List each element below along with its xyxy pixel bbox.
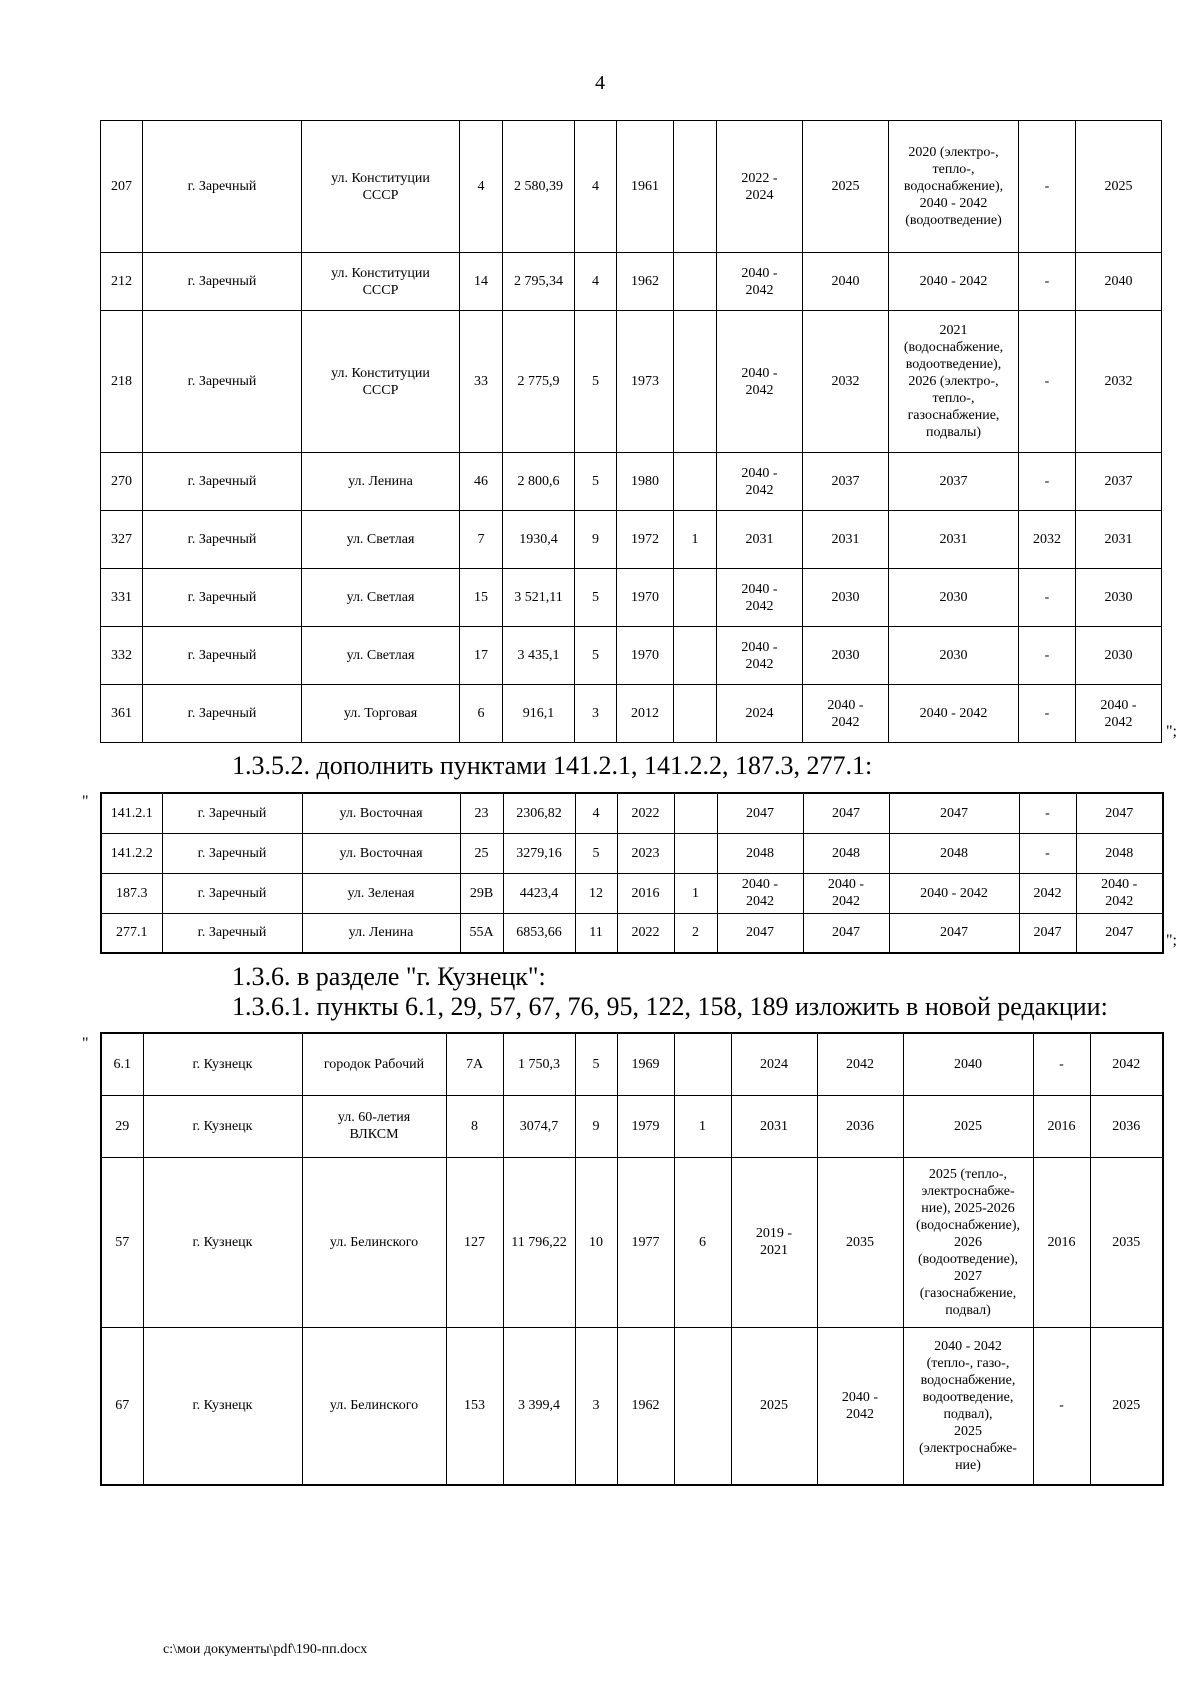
table-cell: 3 399,4 bbox=[503, 1327, 575, 1485]
table-cell: 5 bbox=[575, 833, 617, 873]
table-cell: 17 bbox=[460, 627, 503, 685]
table-cell: - bbox=[1019, 793, 1076, 833]
table-cell: 2032 bbox=[803, 311, 889, 453]
table-cell: ул. Восточная bbox=[302, 833, 460, 873]
table-cell: 7 bbox=[460, 511, 503, 569]
table-cell: 11 796,22 bbox=[503, 1157, 575, 1327]
table-cell: 2040 - 2042 bbox=[817, 1327, 903, 1485]
table-cell: 2048 bbox=[889, 833, 1019, 873]
table-cell: г. Заречный bbox=[143, 511, 302, 569]
table-cell: 2023 bbox=[617, 833, 674, 873]
table-cell: 2040 - 2042 bbox=[717, 627, 803, 685]
table-cell: 2040 - 2042 bbox=[889, 873, 1019, 913]
table-cell: г. Кузнецк bbox=[143, 1095, 302, 1157]
table-cell: 2040 - 2042 bbox=[803, 685, 889, 743]
table-cell: 277.1 bbox=[101, 913, 162, 953]
table-cell: - bbox=[1019, 569, 1076, 627]
table-cell: 3 bbox=[575, 1327, 617, 1485]
table1-closing-mark: "; bbox=[1166, 723, 1177, 740]
table-cell: 2047 bbox=[889, 793, 1019, 833]
table-cell: г. Заречный bbox=[162, 873, 302, 913]
table3-opening-mark: " bbox=[82, 1035, 89, 1052]
table-cell: 5 bbox=[575, 569, 617, 627]
table-cell: 2025 bbox=[1076, 121, 1162, 253]
table-row bbox=[101, 1327, 1163, 1485]
table-cell: 2024 bbox=[731, 1033, 817, 1095]
table-cell: 2019 - 2021 bbox=[731, 1157, 817, 1327]
table-cell: 2047 bbox=[1076, 793, 1163, 833]
table-cell: 4 bbox=[460, 121, 503, 253]
table-cell: г. Кузнецк bbox=[143, 1157, 302, 1327]
table-cell: 2025 bbox=[731, 1327, 817, 1485]
table-cell: 6 bbox=[674, 1157, 731, 1327]
table-cell: 2031 bbox=[1076, 511, 1162, 569]
table-cell: 23 bbox=[460, 793, 503, 833]
table-cell: 2030 bbox=[1076, 569, 1162, 627]
table-cell: ул. Светлая bbox=[302, 569, 460, 627]
table-cell: 6 bbox=[460, 685, 503, 743]
page-number: 4 bbox=[595, 72, 605, 94]
table-cell: 2 775,9 bbox=[503, 311, 575, 453]
table-cell: 2022 bbox=[617, 793, 674, 833]
table-zarechny-new-items bbox=[100, 792, 1164, 954]
table-cell: 2037 bbox=[889, 453, 1019, 511]
table-row bbox=[101, 311, 1162, 453]
table-cell: 8 bbox=[446, 1095, 503, 1157]
table-cell bbox=[674, 453, 717, 511]
table-cell: 2031 bbox=[717, 511, 803, 569]
table-cell: городок Рабочий bbox=[302, 1033, 446, 1095]
table-cell: 55А bbox=[460, 913, 503, 953]
table-cell: ул. Восточная bbox=[302, 793, 460, 833]
table-cell: 2031 bbox=[731, 1095, 817, 1157]
table-cell: ул. Ленина bbox=[302, 913, 460, 953]
table-cell: - bbox=[1019, 311, 1076, 453]
table-cell: 2031 bbox=[803, 511, 889, 569]
table-cell: 207 bbox=[101, 121, 143, 253]
table-cell: ул. Конституции СССР bbox=[302, 121, 460, 253]
table-row bbox=[101, 873, 1163, 913]
table-cell: 153 bbox=[446, 1327, 503, 1485]
table-cell: 2306,82 bbox=[503, 793, 575, 833]
table-cell: - bbox=[1019, 685, 1076, 743]
table-cell: г. Заречный bbox=[143, 685, 302, 743]
table-cell: 11 bbox=[575, 913, 617, 953]
table-cell: 2047 bbox=[1076, 913, 1163, 953]
table-cell: 4 bbox=[575, 121, 617, 253]
table-cell: 1973 bbox=[617, 311, 674, 453]
table-cell: 2040 bbox=[803, 253, 889, 311]
table-cell: - bbox=[1019, 627, 1076, 685]
table-cell: г. Заречный bbox=[162, 793, 302, 833]
table-cell: 2025 bbox=[803, 121, 889, 253]
table-cell: - bbox=[1019, 253, 1076, 311]
table-cell: г. Кузнецк bbox=[143, 1327, 302, 1485]
table-cell: 1 bbox=[674, 873, 717, 913]
table-cell bbox=[674, 311, 717, 453]
table-cell: 2016 bbox=[1033, 1157, 1090, 1327]
table-cell: 2020 (электро-, тепло-, водоснабжение), 2040 - 2042 (водоотведение) bbox=[889, 121, 1019, 253]
table-cell: 2032 bbox=[1076, 311, 1162, 453]
table-cell bbox=[674, 1327, 731, 1485]
table-cell: 25 bbox=[460, 833, 503, 873]
table-cell: 1 bbox=[674, 1095, 731, 1157]
table-cell: 46 bbox=[460, 453, 503, 511]
table-cell: ул. Конституции СССР bbox=[302, 311, 460, 453]
table-cell: 2032 bbox=[1019, 511, 1076, 569]
table-cell: ул. 60-летия ВЛКСМ bbox=[302, 1095, 446, 1157]
table-cell: 14 bbox=[460, 253, 503, 311]
table-cell: 2047 bbox=[803, 793, 889, 833]
table-cell: 2016 bbox=[1033, 1095, 1090, 1157]
table-cell: г. Заречный bbox=[143, 569, 302, 627]
table-cell: 3 521,11 bbox=[503, 569, 575, 627]
table-cell: 2024 bbox=[717, 685, 803, 743]
table-row bbox=[101, 1033, 1163, 1095]
table-cell: 2 bbox=[674, 913, 717, 953]
table-cell: 5 bbox=[575, 627, 617, 685]
table-row bbox=[101, 453, 1162, 511]
table-cell: 5 bbox=[575, 311, 617, 453]
table-cell: г. Заречный bbox=[162, 913, 302, 953]
table-cell: г. Заречный bbox=[143, 627, 302, 685]
table-cell: 141.2.2 bbox=[101, 833, 162, 873]
table-cell: 1962 bbox=[617, 1327, 674, 1485]
table-cell: 2035 bbox=[817, 1157, 903, 1327]
table-cell bbox=[674, 253, 717, 311]
table-cell: 2042 bbox=[817, 1033, 903, 1095]
table-cell: 2040 - 2042 bbox=[1076, 685, 1162, 743]
table-cell: 2025 bbox=[1090, 1327, 1163, 1485]
table-cell: 1930,4 bbox=[503, 511, 575, 569]
table-cell: 4 bbox=[575, 793, 617, 833]
table-cell: 2040 - 2042 bbox=[717, 873, 803, 913]
table-cell: 1962 bbox=[617, 253, 674, 311]
table-cell: 2030 bbox=[1076, 627, 1162, 685]
table-zarechny-updated-items bbox=[100, 120, 1162, 743]
table-row bbox=[101, 685, 1162, 743]
table-cell: 2 580,39 bbox=[503, 121, 575, 253]
table-cell: г. Заречный bbox=[162, 833, 302, 873]
table-cell: ул. Зеленая bbox=[302, 873, 460, 913]
table-cell: 2048 bbox=[1076, 833, 1163, 873]
table-cell: 2040 - 2042 bbox=[1076, 873, 1163, 913]
table-cell: 4423,4 bbox=[503, 873, 575, 913]
table-cell bbox=[674, 793, 717, 833]
table-cell: 2048 bbox=[803, 833, 889, 873]
section-heading-136: 1.3.6. в разделе "г. Кузнецк": bbox=[232, 962, 546, 991]
table-cell: - bbox=[1019, 833, 1076, 873]
table-cell: 2022 bbox=[617, 913, 674, 953]
table-cell: ул. Белинского bbox=[302, 1327, 446, 1485]
table-cell bbox=[674, 627, 717, 685]
table-cell: 5 bbox=[575, 453, 617, 511]
table-cell: 7А bbox=[446, 1033, 503, 1095]
table-row bbox=[101, 627, 1162, 685]
table-cell: 2037 bbox=[1076, 453, 1162, 511]
table-row bbox=[101, 121, 1162, 253]
table-cell: г. Заречный bbox=[143, 121, 302, 253]
table-cell: 2030 bbox=[803, 569, 889, 627]
table-kuznetsk-items bbox=[100, 1032, 1164, 1486]
table-cell: 2025 bbox=[903, 1095, 1033, 1157]
table-cell bbox=[674, 1033, 731, 1095]
table-cell: 2040 - 2042 bbox=[717, 453, 803, 511]
table-row bbox=[101, 1095, 1163, 1157]
table-cell: 2016 bbox=[617, 873, 674, 913]
table-cell: - bbox=[1019, 453, 1076, 511]
table-cell: 29В bbox=[460, 873, 503, 913]
table-cell: ул. Белинского bbox=[302, 1157, 446, 1327]
table-cell: 3074,7 bbox=[503, 1095, 575, 1157]
table-cell: 29 bbox=[101, 1095, 143, 1157]
table-cell: 2 795,34 bbox=[503, 253, 575, 311]
table-cell: 5 bbox=[575, 1033, 617, 1095]
table-cell: ул. Конституции СССР bbox=[302, 253, 460, 311]
table-cell: 3 bbox=[575, 685, 617, 743]
table-cell: 2022 - 2024 bbox=[717, 121, 803, 253]
table-cell: 67 bbox=[101, 1327, 143, 1485]
table-cell: ул. Ленина bbox=[302, 453, 460, 511]
table-cell: ул. Торговая bbox=[302, 685, 460, 743]
table-cell: 1970 bbox=[617, 627, 674, 685]
section-heading-1361: 1.3.6.1. пункты 6.1, 29, 57, 67, 76, 95, 122, 158, 189 изложить в новой редакции: bbox=[232, 992, 1108, 1021]
table-cell: 2012 bbox=[617, 685, 674, 743]
table-cell: 1961 bbox=[617, 121, 674, 253]
table-cell: 141.2.1 bbox=[101, 793, 162, 833]
table-cell: 916,1 bbox=[503, 685, 575, 743]
table-cell: - bbox=[1019, 121, 1076, 253]
table-cell: 1970 bbox=[617, 569, 674, 627]
table-cell: 187.3 bbox=[101, 873, 162, 913]
table-cell: 332 bbox=[101, 627, 143, 685]
table-cell: 2047 bbox=[803, 913, 889, 953]
table-cell: 2042 bbox=[1019, 873, 1076, 913]
table-cell: 361 bbox=[101, 685, 143, 743]
table-cell: 1977 bbox=[617, 1157, 674, 1327]
table-cell: 2040 - 2042 bbox=[889, 253, 1019, 311]
table-row bbox=[101, 1157, 1163, 1327]
table-cell: 2030 bbox=[889, 627, 1019, 685]
table-cell: 2030 bbox=[889, 569, 1019, 627]
table-cell: 2037 bbox=[803, 453, 889, 511]
table-cell: - bbox=[1033, 1033, 1090, 1095]
table-cell: 1 750,3 bbox=[503, 1033, 575, 1095]
table-cell: г. Заречный bbox=[143, 311, 302, 453]
table-row bbox=[101, 913, 1163, 953]
table-row bbox=[101, 833, 1163, 873]
table-cell: 2048 bbox=[717, 833, 803, 873]
table-cell: 2040 bbox=[903, 1033, 1033, 1095]
table-cell: г. Кузнецк bbox=[143, 1033, 302, 1095]
table-row bbox=[101, 793, 1163, 833]
table-cell: - bbox=[1033, 1327, 1090, 1485]
table-cell: 2040 - 2042 bbox=[717, 311, 803, 453]
table-cell: 212 bbox=[101, 253, 143, 311]
table-cell: 2031 bbox=[889, 511, 1019, 569]
table-cell: 2035 bbox=[1090, 1157, 1163, 1327]
table-cell: 6.1 bbox=[101, 1033, 143, 1095]
table-cell: 1980 bbox=[617, 453, 674, 511]
table2-closing-mark: "; bbox=[1166, 932, 1177, 949]
table-cell: 2 800,6 bbox=[503, 453, 575, 511]
table-cell: 2040 - 2042 bbox=[889, 685, 1019, 743]
table-cell: 331 bbox=[101, 569, 143, 627]
table-cell bbox=[674, 121, 717, 253]
table-cell: 2021 (водоснабжение, водоотведение), 2026 (электро-, тепло-, газоснабжение, подвалы) bbox=[889, 311, 1019, 453]
table-cell: 1979 bbox=[617, 1095, 674, 1157]
table2-opening-mark: " bbox=[82, 793, 89, 810]
table-cell: 2040 - 2042 (тепло-, газо-, водоснабжение, водоотведение, подвал), 2025 (электроснабже- ние) bbox=[903, 1327, 1033, 1485]
table-cell: 270 bbox=[101, 453, 143, 511]
table-cell: 9 bbox=[575, 511, 617, 569]
table-cell: 10 bbox=[575, 1157, 617, 1327]
table-cell: 4 bbox=[575, 253, 617, 311]
section-heading-1352: 1.3.5.2. дополнить пунктами 141.2.1, 141.2.2, 187.3, 277.1: bbox=[232, 751, 873, 780]
file-path-footer: c:\мои документы\pdf\190-пп.docx bbox=[163, 1642, 368, 1657]
table-cell: 2040 - 2042 bbox=[717, 253, 803, 311]
table-cell: 6853,66 bbox=[503, 913, 575, 953]
table-cell: 33 bbox=[460, 311, 503, 453]
table-cell: 2040 - 2042 bbox=[717, 569, 803, 627]
table-cell: 2030 bbox=[803, 627, 889, 685]
table-cell: 218 bbox=[101, 311, 143, 453]
table-cell bbox=[674, 569, 717, 627]
table-cell: 2036 bbox=[1090, 1095, 1163, 1157]
table-cell: 3 435,1 bbox=[503, 627, 575, 685]
table-cell: 2042 bbox=[1090, 1033, 1163, 1095]
table-cell: 12 bbox=[575, 873, 617, 913]
table-cell: г. Заречный bbox=[143, 253, 302, 311]
table-cell: 2025 (тепло-, электроснабже- ние), 2025-2026 (водоснабжение), 2026 (водоотведение), 2027 (газоснабжение, подвал) bbox=[903, 1157, 1033, 1327]
table-cell: г. Заречный bbox=[143, 453, 302, 511]
table-row bbox=[101, 253, 1162, 311]
table-cell: 2047 bbox=[717, 913, 803, 953]
table-cell: ул. Светлая bbox=[302, 627, 460, 685]
table-row bbox=[101, 569, 1162, 627]
table-cell: 2047 bbox=[717, 793, 803, 833]
table-cell: 2036 bbox=[817, 1095, 903, 1157]
table-cell: 2040 - 2042 bbox=[803, 873, 889, 913]
table-cell: ул. Светлая bbox=[302, 511, 460, 569]
table-cell: 2040 bbox=[1076, 253, 1162, 311]
table-cell: 15 bbox=[460, 569, 503, 627]
table-cell: 2047 bbox=[1019, 913, 1076, 953]
table-cell bbox=[674, 685, 717, 743]
table-cell: 1 bbox=[674, 511, 717, 569]
table-cell: 57 bbox=[101, 1157, 143, 1327]
table-cell: 3279,16 bbox=[503, 833, 575, 873]
table-cell: 327 bbox=[101, 511, 143, 569]
table-cell: 1972 bbox=[617, 511, 674, 569]
table-row bbox=[101, 511, 1162, 569]
table-cell: 2047 bbox=[889, 913, 1019, 953]
table-cell: 127 bbox=[446, 1157, 503, 1327]
table-cell: 9 bbox=[575, 1095, 617, 1157]
table-cell: 1969 bbox=[617, 1033, 674, 1095]
table-cell bbox=[674, 833, 717, 873]
